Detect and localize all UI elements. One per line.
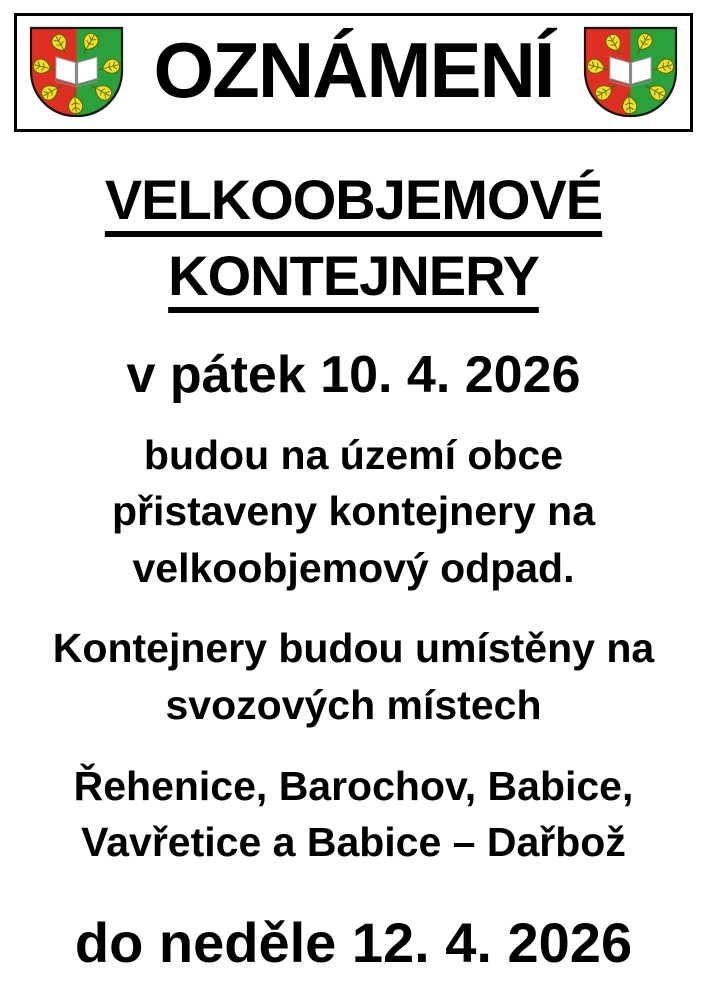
paragraph-container-info-line2: přistaveny kontejnery na — [111, 488, 596, 535]
page-title: OZNÁMENÍ — [153, 25, 554, 114]
start-date-line: v pátek 10. 4. 2026 — [126, 346, 581, 405]
main-heading — [0, 162, 707, 314]
paragraph-placement-info — [0, 620, 707, 733]
paragraph-container-info — [0, 427, 707, 597]
paragraph-placement-line1: Kontejnery budou umístěny na — [52, 625, 655, 672]
paragraph-locations-line1: Řehenice, Barochov, Babice, — [73, 762, 634, 809]
end-date-line: do neděle 12. 4. 2026 — [74, 910, 633, 974]
paragraph-locations-line2: Vavřetice a Babice – Dařbož — [81, 819, 626, 866]
paragraph-container-info-line1: budou na území obce — [143, 431, 564, 478]
coat-of-arms-right-icon — [581, 26, 680, 120]
header-banner — [14, 13, 693, 132]
paragraph-locations-list — [0, 758, 707, 871]
main-heading-line1: VELKOOBJEMOVÉ — [104, 168, 603, 231]
paragraph-placement-line2: svozových místech — [165, 682, 542, 729]
main-heading-line2: KONTEJNERY — [168, 244, 539, 308]
paragraph-container-info-line3: velkoobjemový odpad. — [132, 544, 575, 591]
coat-of-arms-left-icon — [27, 26, 126, 120]
